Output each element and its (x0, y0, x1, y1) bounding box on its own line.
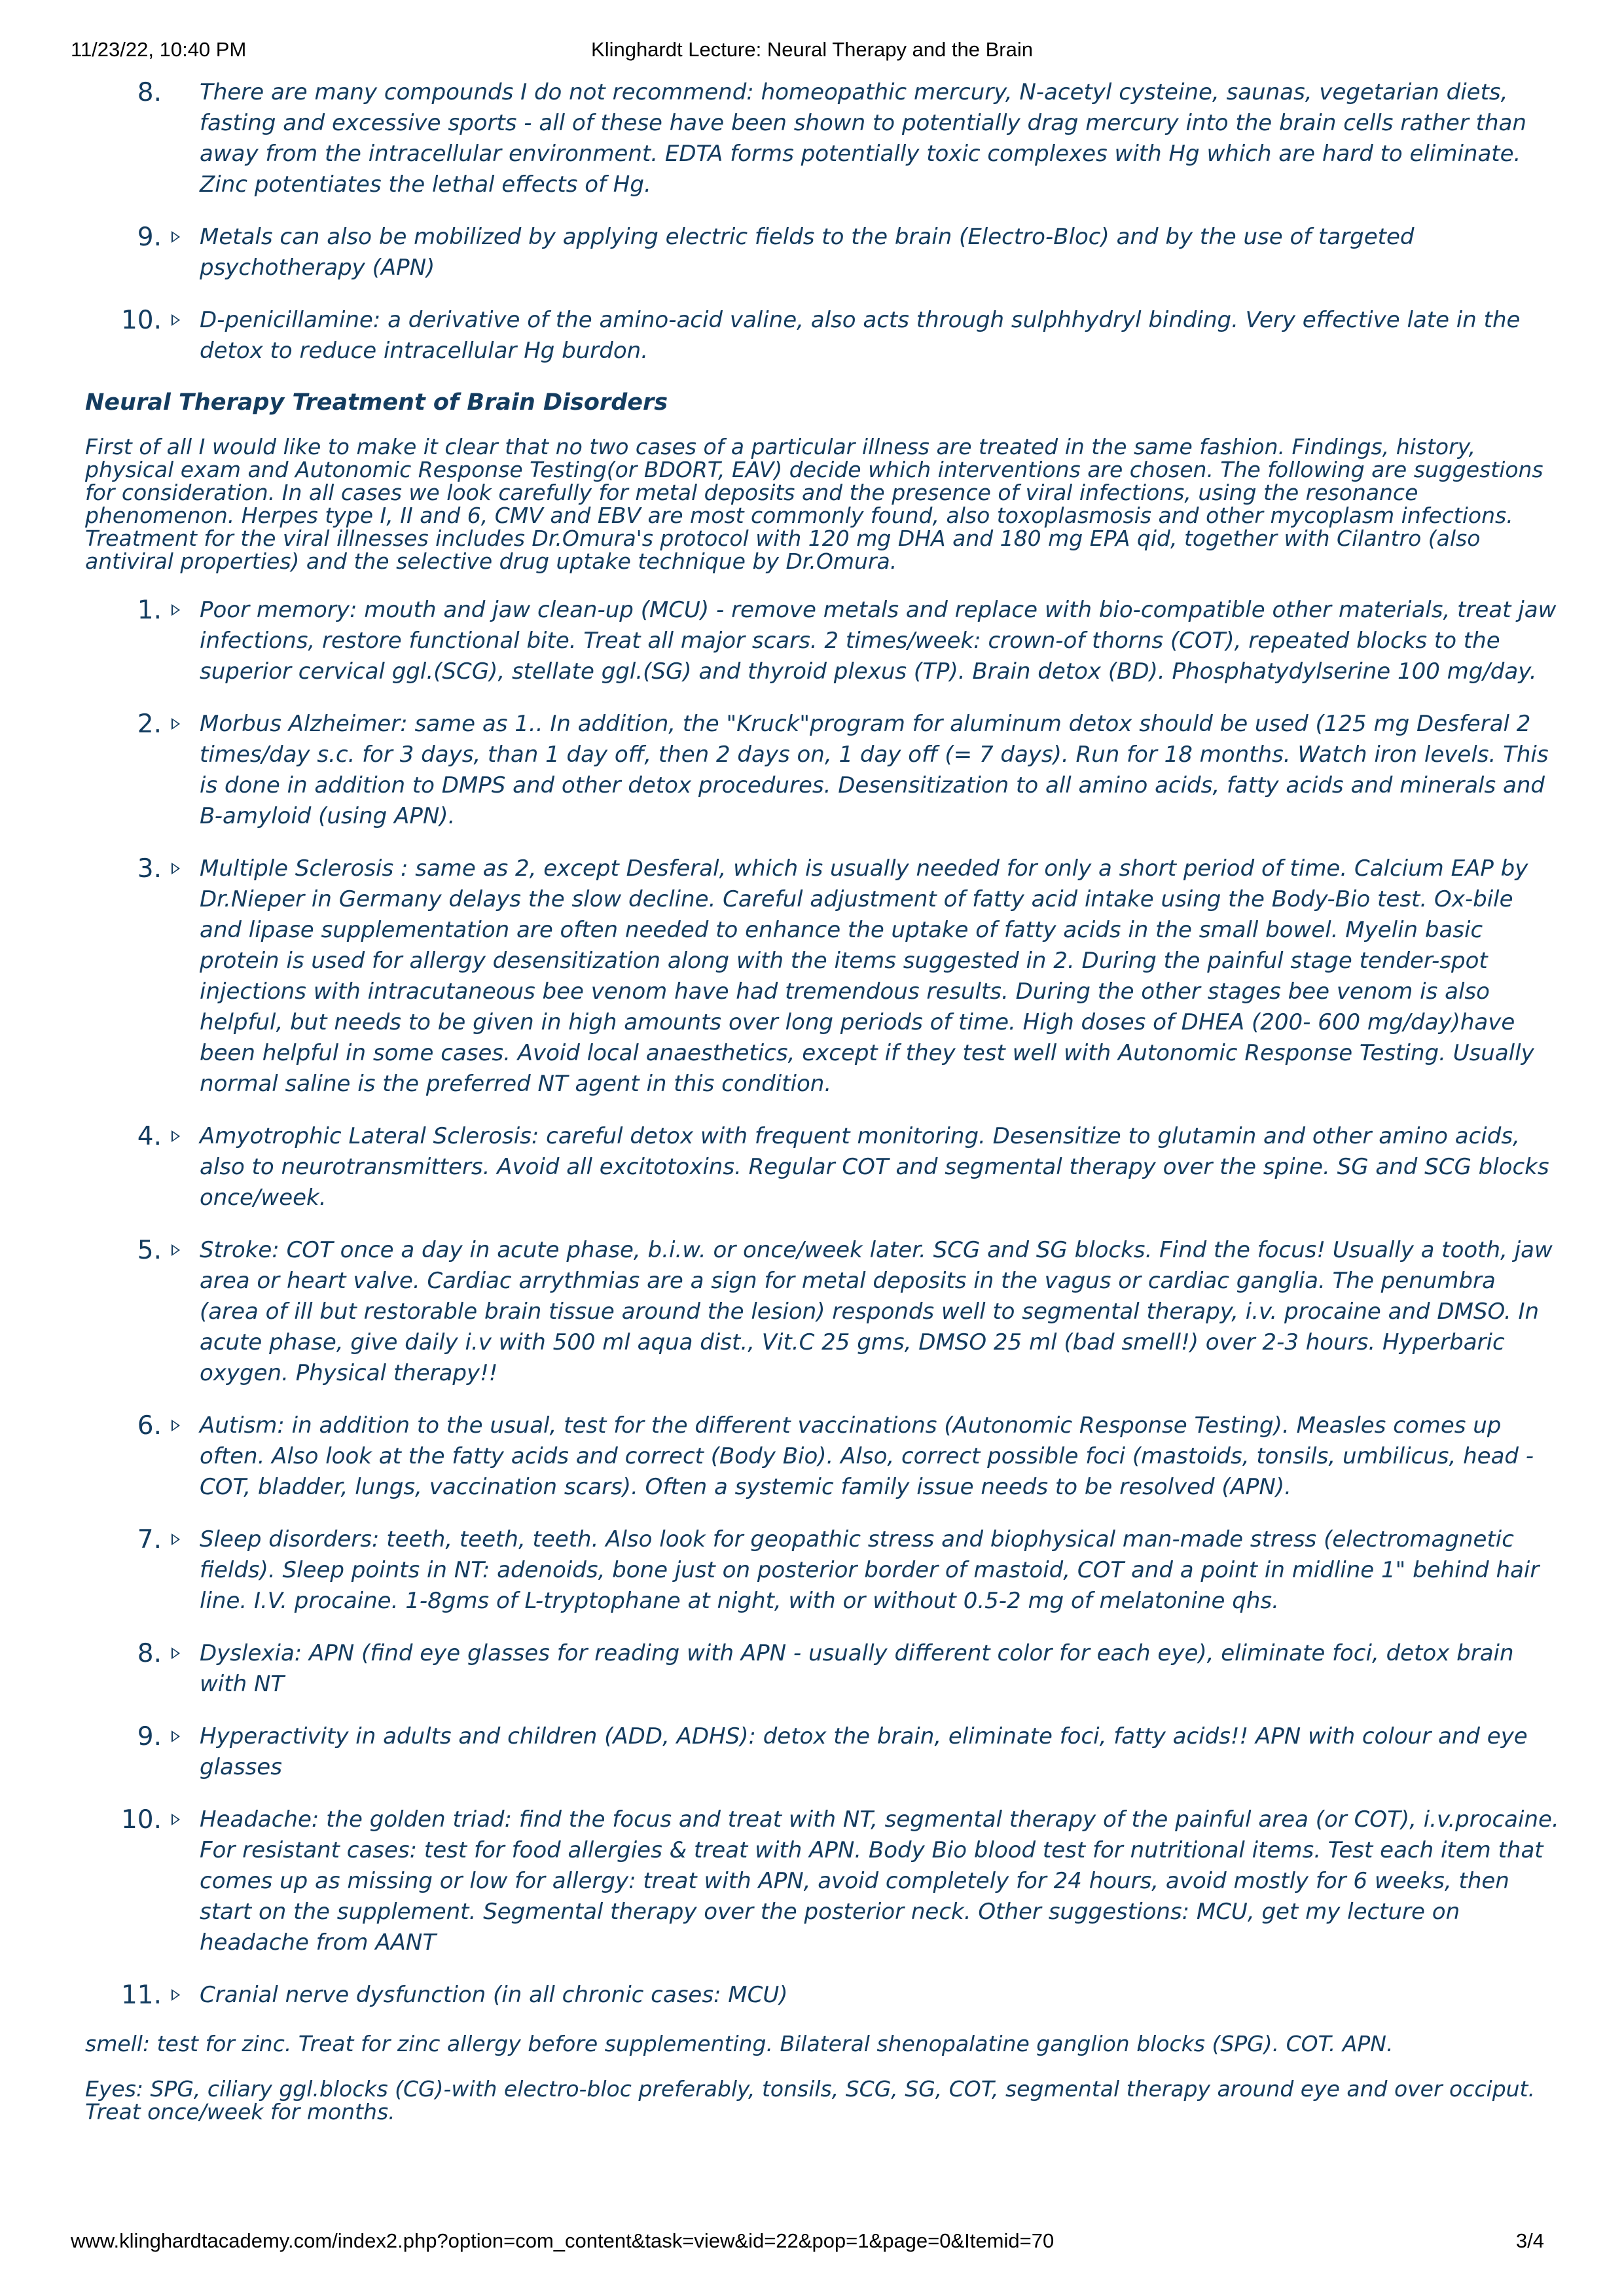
list-item (85, 709, 1561, 832)
list-item (85, 853, 1561, 1100)
list-item (85, 1235, 1561, 1389)
triangle-right-icon (171, 1534, 180, 1545)
print-datetime: 11/23/22, 10:40 PM (71, 38, 247, 61)
list-item-text: Hyperactivity in adults and children (ADD, ADHS): detox the brain, eliminate foci, fatty acids!! APN with colour and eye glasses (200, 1723, 1528, 1780)
list-number: 11. (120, 1981, 162, 2010)
list-number: 8. (137, 1639, 162, 1668)
list-item-text: Dyslexia: APN (find eye glasses for reading with APN - usually different color for each eye), eliminate foci, detox brain with NT (200, 1640, 1514, 1697)
list-item-text: Stroke: COT once a day in acute phase, b.i.w. or once/week later. SCG and SG blocks. Find the focus! Usually a tooth, jaw area or heart valve. Cardiac arrythmias are a sign for metal deposits in the vagus or cardiac ganglia. The penumbra (area of ill but restorable brain tissue around the lesion) responds well to segmental therapy, i.v. procaine and DMSO. In acute phase, give daily i.v with 500 ml aqua dist., Vit.C 25 gms, DMSO 25 ml (bad smell!) over 2-3 hours. Hyperbaric oxygen. Physical therapy!! (200, 1237, 1553, 1386)
triangle-right-icon (171, 863, 180, 874)
triangle-right-icon (171, 1989, 180, 2001)
triangle-right-icon (171, 1647, 180, 1659)
triangle-right-icon (171, 1130, 180, 1142)
triangle-right-icon (171, 231, 180, 243)
print-header (0, 38, 1624, 64)
eyes-paragraph: Eyes: SPG, ciliary ggl.blocks (CG)-with electro-bloc preferably, tonsils, SCG, SG, COT, segmental therapy around eye and over occiput. Treat once/week for months. (85, 2076, 1535, 2125)
triangle-right-icon (171, 1731, 180, 1742)
list-number: 4. (137, 1122, 162, 1151)
list-item (85, 222, 1561, 283)
list-number: 6. (137, 1411, 162, 1441)
list-item-text: Cranial nerve dysfunction (in all chronic cases: MCU) (200, 1982, 788, 2008)
list-item (85, 77, 1561, 200)
list-item (85, 595, 1561, 687)
smell-paragraph: smell: test for zinc. Treat for zinc allergy before supplementing. Bilateral shenopalatine ganglion blocks (SPG). COT. APN. (85, 2031, 1394, 2056)
list-number: 10. (120, 1805, 162, 1835)
list-number: 9. (137, 1722, 162, 1751)
list-number: 7. (137, 1525, 162, 1554)
list-item (85, 1410, 1561, 1503)
section-heading: Neural Therapy Treatment of Brain Disorders (85, 389, 668, 416)
list-number: 3. (137, 854, 162, 884)
list-item (85, 1980, 1561, 2011)
list-item-text: Metals can also be mobilized by applying electric fields to the brain (Electro-Bloc) and by the use of targeted psychotherapy (APN) (200, 224, 1415, 281)
list-item (85, 1804, 1561, 1958)
list-item-text: Poor memory: mouth and jaw clean-up (MCU) - remove metals and replace with bio-compatible other materials, treat jaw infections, restore functional bite. Treat all major scars. 2 times/week: crown-of thorns (COT), repeated blocks to the superior cervical ggl.(SCG), stellate ggl.(SG) and thyroid plexus (TP). Brain detox (BD). Phosphatydylserine 100 mg/day. (200, 597, 1557, 685)
detox-list-continued (85, 77, 1561, 367)
list-number: 1. (137, 596, 162, 625)
list-item-text: Multiple Sclerosis : same as 2, except Desferal, which is usually needed for only a short period of time. Calcium EAP by Dr.Nieper in Germany delays the slow decline. Careful adjustment of fatty acid intake using the Body-Bio test. Ox-bile and lipase supplementation are often needed to enhance the uptake of fatty acids in the small bowel. Myelin basic protein is used for allergy desensitization along with the items suggested in 2. During the painful stage tender-spot injections with intracutaneous bee venom have had tremendous results. During the other stages bee venom is also helpful, but needs to be given in high amounts over long periods of time. High doses of DHEA (200- 600 mg/day)have been helpful in some cases. Avoid local anaesthetics, except if they test well with Autonomic Response Testing. Usually normal saline is the preferred NT agent in this condition. (200, 855, 1534, 1097)
triangle-right-icon (171, 1814, 180, 1825)
print-title: Klinghardt Lecture: Neural Therapy and the Brain (591, 38, 1033, 61)
triangle-right-icon (171, 1420, 180, 1431)
triangle-right-icon (171, 314, 180, 326)
list-number: 5. (137, 1236, 162, 1265)
list-item-text: D-penicillamine: a derivative of the amino-acid valine, also acts through sulphhydryl binding. Very effective late in the detox to reduce intracellular Hg burdon. (200, 307, 1521, 364)
list-item-text: Headache: the golden triad: find the focus and treat with NT, segmental therapy of the painful area (or COT), i.v.procaine. For resistant cases: test for food allergies & treat with APN. Body Bio blood test for nutritional items. Test each item that comes up as missing or low for allergy: treat with APN, avoid completely for 24 hours, avoid mostly for 6 weeks, then start on the supplement. Segmental therapy over the posterior neck. Other suggestions: MCU, get my lecture on headache from AANT (200, 1806, 1559, 1956)
list-number: 8. (137, 78, 162, 107)
list-item (85, 305, 1561, 367)
brain-disorders-list (85, 595, 1561, 2011)
triangle-right-icon (171, 1244, 180, 1256)
list-item-text: There are many compounds I do not recommend: homeopathic mercury, N-acetyl cysteine, saunas, vegetarian diets, fasting and excessive sports - all of these have been shown to potentially drag mercury into the brain cells rather than away from the intracellular environment. EDTA forms potentially toxic complexes with Hg which are hard to eliminate. Zinc potentiates the lethal effects of Hg. (200, 79, 1526, 198)
list-number: 9. (137, 223, 162, 252)
list-item-text: Sleep disorders: teeth, teeth, teeth. Also look for geopathic stress and biophysical man-made stress (electromagnetic fields). Sleep points in NT: adenoids, bone just on posterior border of mastoid, COT and a point in midline 1" behind hair line. I.V. procaine. 1-8gms of L-tryptophane at night, with or without 0.5-2 mg of melatonine qhs. (200, 1526, 1540, 1614)
list-item (85, 1524, 1561, 1617)
list-item (85, 1638, 1561, 1700)
print-footer (0, 2229, 1624, 2255)
list-item-text: Morbus Alzheimer: same as 1.. In addition, the "Kruck"program for aluminum detox should be used (125 mg Desferal 2 times/day s.c. for 3 days, than 1 day off, then 2 days on, 1 day off (= 7 days). Run for 18 months. Watch iron levels. This is done in addition to DMPS and other detox procedures. Desensitization to all amino acids, fatty acids and minerals and B-amyloid (using APN). (200, 711, 1549, 829)
page-number: 3/4 (1515, 2229, 1544, 2252)
intro-paragraph: First of all I would like to make it clear that no two cases of a particular illness are treated in the same fashion. Findings, history, physical exam and Autonomic Response Testing(or BDORT, EAV) decide which interventions are chosen. The following are suggestions for consideration. In all cases we look carefully for metal deposits and the presence of viral infections, using the resonance phenomenon. Herpes type I, II and 6, CMV and EBV are most commonly found, also toxoplasmosis and other mycoplasm infections. Treatment for the viral illnesses includes Dr.Omura's protocol with 120 mg DHA and 180 mg EPA qid, together with Cilantro (also antiviral properties) and the selective drug uptake technique by Dr.Omura. (85, 434, 1543, 574)
list-number: 2. (137, 709, 162, 739)
list-item-text: Amyotrophic Lateral Sclerosis: careful detox with frequent monitoring. Desensitize to glutamin and other amino acids, also to neurotransmitters. Avoid all excitotoxins. Regular COT and segmental therapy over the spine. SG and SCG blocks once/week. (200, 1123, 1549, 1211)
print-url: www.klinghardtacademy.com/index2.php?option=com_content&task=view&id=22&pop=1&page=0&Itemid=70 (71, 2229, 1055, 2252)
list-item (85, 1121, 1561, 1213)
list-item (85, 1721, 1561, 1783)
triangle-right-icon (171, 718, 180, 730)
article-content (85, 77, 1561, 2145)
list-item-text: Autism: in addition to the usual, test for the different vaccinations (Autonomic Response Testing). Measles comes up often. Also look at the fatty acids and correct (Body Bio). Also, correct possible foci (mastoids, tonsils, umbilicus, head - COT, bladder, lungs, vaccination scars). Often a systemic family issue needs to be resolved (APN). (200, 1412, 1534, 1500)
triangle-right-icon (171, 604, 180, 616)
list-number: 10. (120, 306, 162, 335)
